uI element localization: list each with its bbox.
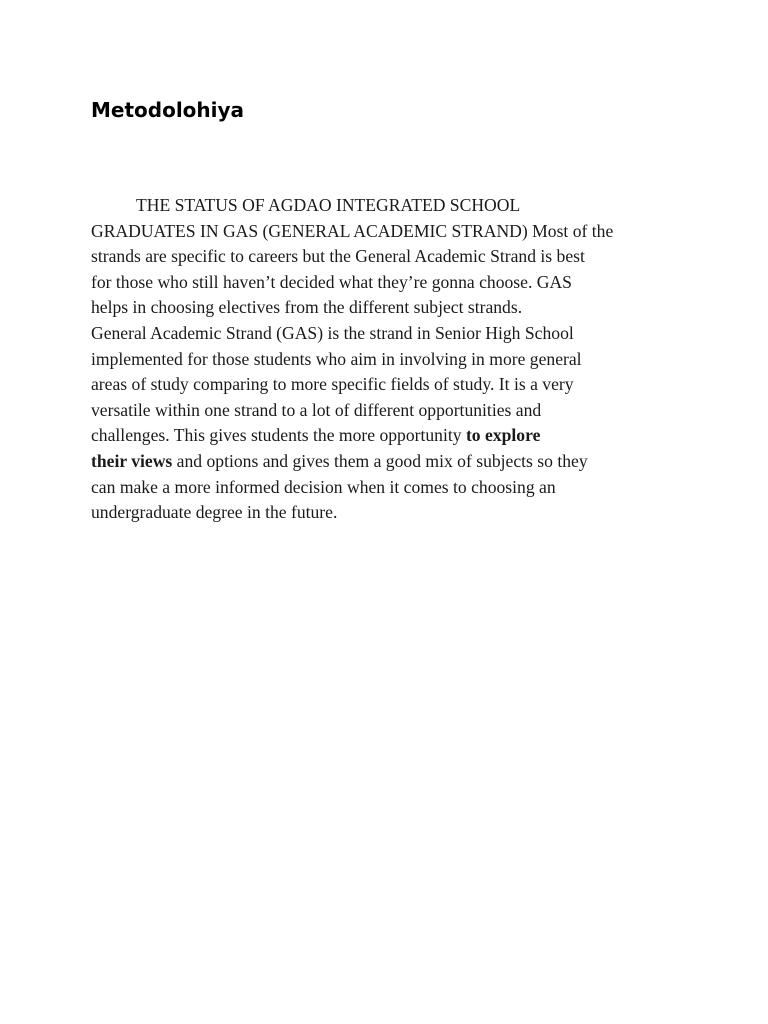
paragraph-line: areas of study comparing to more specific fields of study. It is a very: [91, 374, 574, 395]
bold-phrase: their views: [91, 450, 173, 471]
paragraph-line: implemented for those students who aim in involving in more general: [91, 348, 582, 369]
paragraph-line: versatile within one strand to a lot of different opportunities and: [91, 399, 542, 420]
body-paragraph: [91, 193, 691, 526]
line-text: challenges. This gives students the more opportunity: [91, 425, 466, 446]
paragraph-line: GRADUATES IN GAS (GENERAL ACADEMIC STRAND) Most of the: [91, 220, 614, 241]
paragraph-line: undergraduate degree in the future.: [91, 502, 338, 523]
paragraph-line: strands are specific to careers but the General Academic Strand is best: [91, 246, 585, 267]
paragraph-line: for those who still haven’t decided what they’re gonna choose. GAS: [91, 271, 572, 292]
paragraph-line: [91, 449, 691, 475]
paragraph-line: helps in choosing electives from the different subject strands.: [91, 297, 523, 318]
document-title: Metodolohiya: [91, 98, 245, 122]
paragraph-line: THE STATUS OF AGDAO INTEGRATED SCHOOL: [136, 195, 521, 215]
paragraph-line: can make a more informed decision when it comes to choosing an: [91, 476, 556, 497]
paragraph-line: [91, 423, 691, 449]
bold-phrase: to explore: [465, 425, 541, 446]
line-text: and options and gives them a good mix of subjects so they: [172, 450, 588, 471]
paragraph-line: General Academic Strand (GAS) is the strand in Senior High School: [91, 322, 574, 343]
